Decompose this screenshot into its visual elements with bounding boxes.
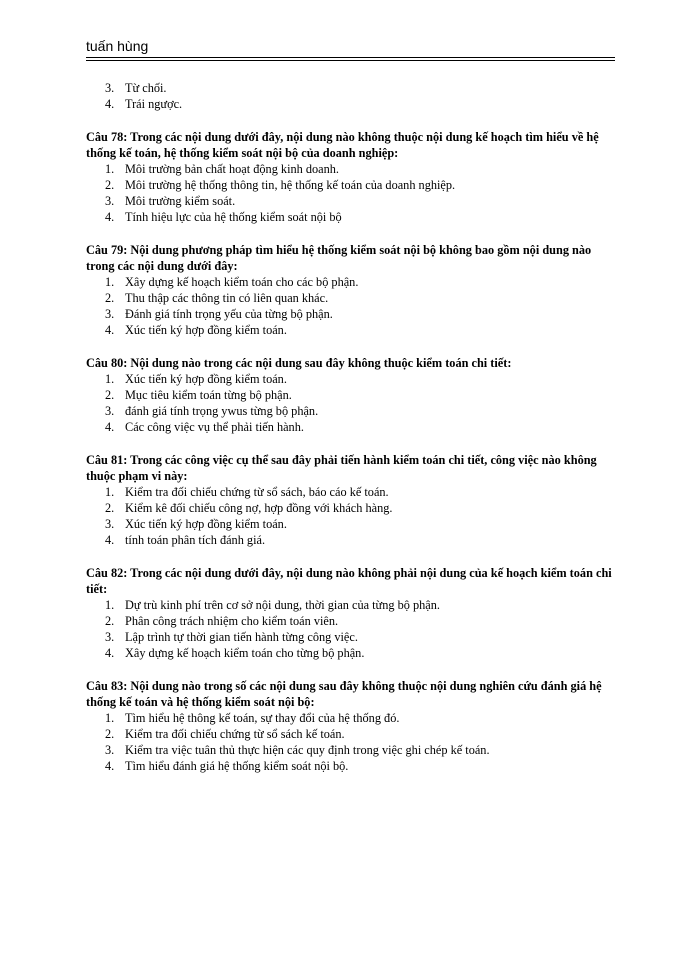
- option-list: [86, 710, 616, 774]
- option-item: [86, 290, 616, 306]
- option-list: [86, 161, 616, 225]
- question-title: Câu 82: Trong các nội dung dưới đây, nội dung nào không phải nội dung của kế hoạch kiểm toán chi tiết:: [86, 566, 612, 596]
- option-item: [86, 484, 616, 500]
- option-list: [86, 597, 616, 661]
- option-text: Kiểm tra đối chiếu chứng từ sổ sách kế toán.: [125, 727, 345, 741]
- option-list: [86, 484, 616, 548]
- option-item: [86, 597, 616, 613]
- option-number: 1.: [105, 711, 115, 725]
- option-text: Tìm hiểu hệ thông kế toán, sự thay đổi của hệ thống đó.: [125, 711, 400, 725]
- option-item: [86, 80, 616, 96]
- option-item: [86, 403, 616, 419]
- option-item: [86, 371, 616, 387]
- option-number: 1.: [105, 598, 115, 612]
- option-number: 1.: [105, 485, 115, 499]
- header-rule-top: [86, 57, 615, 58]
- option-text: Phân công trách nhiệm cho kiểm toán viên.: [125, 614, 339, 628]
- option-text: Mục tiêu kiểm toán từng bộ phận.: [125, 388, 292, 402]
- option-item: [86, 96, 616, 112]
- question-title: Câu 79: Nội dung phương pháp tìm hiểu hệ thống kiểm soát nội bộ không bao gồm nội dung nào trong các nội dung dưới đây:: [86, 243, 592, 273]
- option-item: [86, 274, 616, 290]
- option-item: [86, 500, 616, 516]
- option-number: 3.: [105, 404, 115, 418]
- option-item: [86, 710, 616, 726]
- option-number: 1.: [105, 275, 115, 289]
- option-number: 3.: [105, 307, 115, 321]
- option-number: 2.: [105, 388, 115, 402]
- option-number: 3.: [105, 517, 115, 531]
- option-item: [86, 629, 616, 645]
- question-title: Câu 83: Nội dung nào trong số các nội dung sau đây không thuộc nội dung nghiên cứu đánh giá hệ thống kế toán và hệ thống kiểm soát nội bộ:: [86, 679, 602, 709]
- option-item: [86, 726, 616, 742]
- header-author: tuấn hùng: [86, 38, 149, 54]
- option-number: 4.: [105, 323, 115, 337]
- option-item: [86, 419, 616, 435]
- question-title: Câu 81: Trong các công việc cụ thể sau đây phải tiến hành kiểm toán chi tiết, công việc nào không thuộc phạm vi này:: [86, 453, 597, 483]
- option-number: 1.: [105, 162, 115, 176]
- option-item: [86, 645, 616, 661]
- option-number: 3.: [105, 630, 115, 644]
- option-text: Đánh giá tính trọng yếu của từng bộ phận.: [125, 307, 333, 321]
- option-number: 4.: [105, 97, 115, 111]
- option-text: Dự trù kinh phí trên cơ sở nội dung, thời gian của từng bộ phận.: [125, 598, 440, 612]
- option-text: Các công việc vụ thể phải tiến hành.: [125, 420, 304, 434]
- option-number: 3.: [105, 81, 115, 95]
- option-item: [86, 161, 616, 177]
- option-text: Kiểm tra đối chiếu chứng từ sổ sách, báo cáo kế toán.: [125, 485, 389, 499]
- option-item: [86, 613, 616, 629]
- option-text: Môi trường hệ thống thông tin, hệ thống kế toán của doanh nghiệp.: [125, 178, 456, 192]
- option-item: [86, 532, 616, 548]
- option-text: tính toán phân tích đánh giá.: [125, 533, 266, 547]
- option-text: Từ chối.: [125, 81, 167, 95]
- option-number: 2.: [105, 501, 115, 515]
- option-number: 2.: [105, 178, 115, 192]
- option-text: Xúc tiến ký hợp đồng kiểm toán.: [125, 323, 287, 337]
- header-rule-bottom: [86, 60, 615, 61]
- question-title: Câu 80: Nội dung nào trong các nội dung sau đây không thuộc kiểm toán chi tiết:: [86, 356, 512, 370]
- option-item: [86, 177, 616, 193]
- option-text: đánh giá tính trọng ywus từng bộ phận.: [125, 404, 319, 418]
- option-number: 3.: [105, 743, 115, 757]
- option-item: [86, 516, 616, 532]
- option-text: Xúc tiến ký hợp đồng kiểm toán.: [125, 372, 287, 386]
- option-number: 2.: [105, 291, 115, 305]
- option-item: [86, 387, 616, 403]
- option-text: Xây dựng kế hoạch kiểm toán cho các bộ phận.: [125, 275, 359, 289]
- option-text: Tính hiệu lực của hệ thống kiểm soát nội bộ: [125, 210, 342, 224]
- option-number: 4.: [105, 646, 115, 660]
- option-text: Trái ngược.: [125, 97, 183, 111]
- option-number: 2.: [105, 727, 115, 741]
- option-item: [86, 742, 616, 758]
- option-item: [86, 758, 616, 774]
- option-text: Kiểm tra việc tuân thủ thực hiện các quy định trong việc ghi chép kế toán.: [125, 743, 490, 757]
- option-text: Lập trình tự thời gian tiến hành từng công việc.: [125, 630, 358, 644]
- option-number: 3.: [105, 194, 115, 208]
- option-text: Xúc tiến ký hợp đồng kiểm toán.: [125, 517, 287, 531]
- option-text: Môi trường bản chất hoạt động kinh doanh.: [125, 162, 339, 176]
- option-item: [86, 193, 616, 209]
- option-text: Xây dựng kế hoạch kiểm toán cho từng bộ phận.: [125, 646, 365, 660]
- document-body: [86, 80, 616, 774]
- option-number: 4.: [105, 759, 115, 773]
- option-item: [86, 306, 616, 322]
- option-number: 1.: [105, 372, 115, 386]
- continued-option-list: [86, 80, 616, 112]
- option-item: [86, 209, 616, 225]
- option-text: Tìm hiểu đánh giá hệ thống kiểm soát nội bộ.: [125, 759, 349, 773]
- option-text: Môi trường kiểm soát.: [125, 194, 236, 208]
- option-list: [86, 274, 616, 338]
- option-number: 4.: [105, 210, 115, 224]
- option-item: [86, 322, 616, 338]
- option-number: 4.: [105, 533, 115, 547]
- option-number: 4.: [105, 420, 115, 434]
- option-text: Kiểm kê đối chiếu công nợ, hợp đồng với khách hàng.: [125, 501, 393, 515]
- option-list: [86, 371, 616, 435]
- question-title: Câu 78: Trong các nội dung dưới đây, nội dung nào không thuộc nội dung kế hoạch tìm hiểu về hệ thống kế toán, hệ thống kiểm soát nội bộ của doanh nghiệp:: [86, 130, 599, 160]
- option-number: 2.: [105, 614, 115, 628]
- option-text: Thu thập các thông tin có liên quan khác.: [125, 291, 329, 305]
